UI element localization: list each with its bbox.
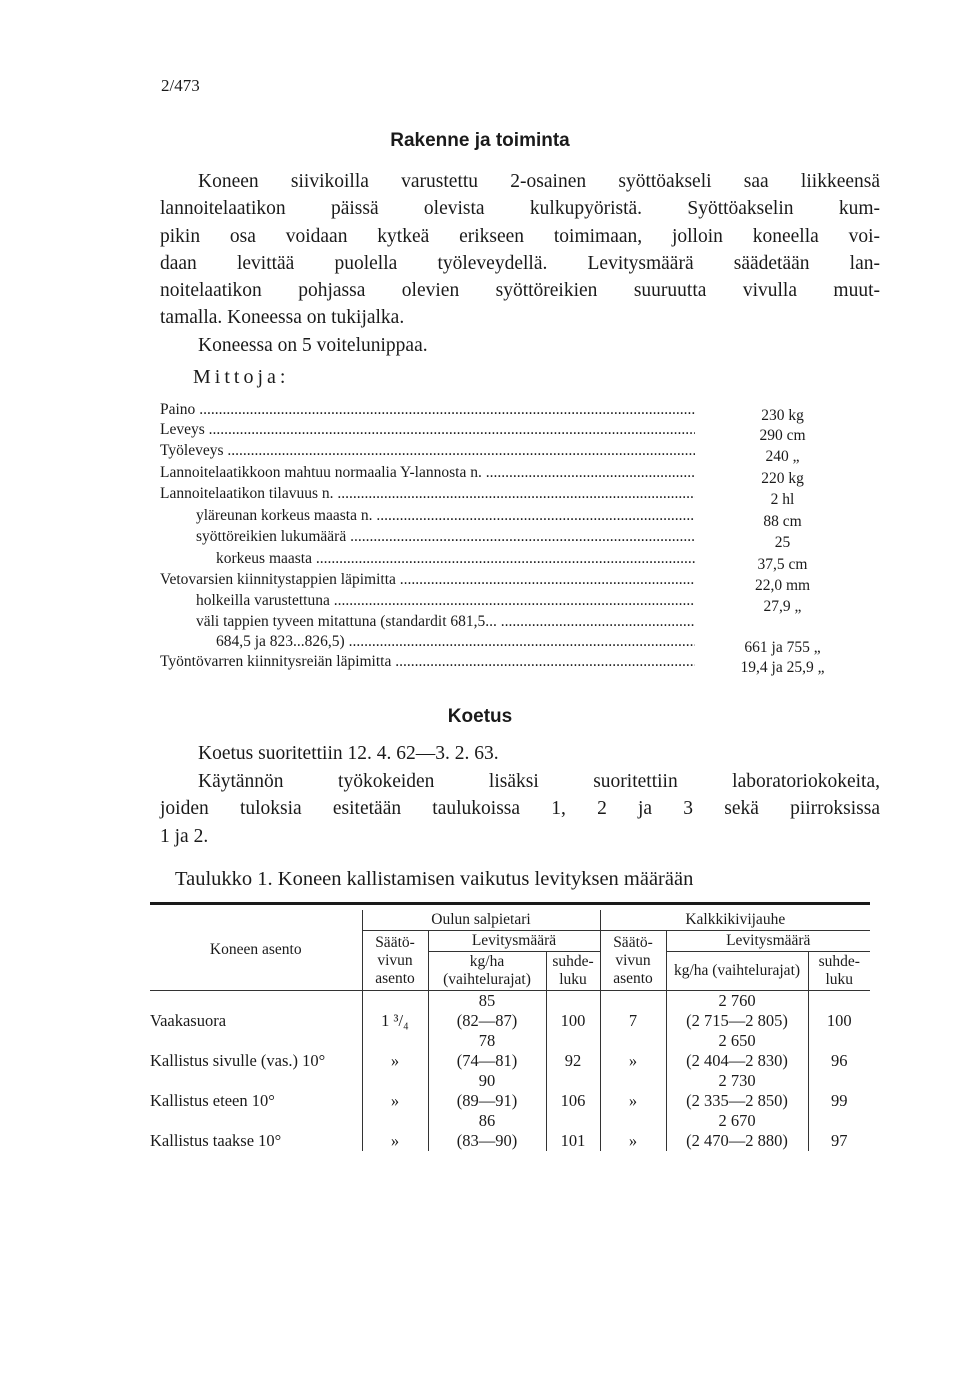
cell-position: Kallistus sivulle (vas.) 10° (150, 1051, 326, 1070)
paragraph-rakenne (160, 168, 880, 359)
cell-setting: » (600, 1031, 666, 1071)
cell-kg-ha (428, 991, 546, 1032)
spec-label: Lannoitelaatikkoon mahtuu normaalia Y-lannosta n. ..... (160, 463, 695, 483)
table-caption: Taulukko 1. Koneen kallistamisen vaikutus levityksen määrään (175, 868, 694, 890)
spec-value: 27,9 „ (763, 598, 802, 615)
range-value: (83—90) (456, 1131, 518, 1150)
cell-kg-ha (428, 1031, 546, 1071)
text-line: 1 ja 2. (160, 825, 209, 847)
header-setting: Säätö-vivun asento (600, 931, 666, 991)
text-line: Käytännön työkokeiden lisäksi suoritettiin laboratoriokokeita, (198, 771, 880, 792)
spec-label: väli tappien tyveen mitattuna (standardit 681,5... ..... (196, 612, 695, 632)
cell-ratio: 96 (808, 1031, 870, 1071)
kg-ha-value: 78 (478, 1031, 496, 1050)
text-line: noitelaatikon pohjassa olevien syöttöreikien suuruutta vivulla muut- (160, 280, 880, 302)
spec-value: 2 hl (770, 491, 795, 508)
cell-ratio: 106 (546, 1071, 600, 1111)
text-line: Koneen siivikoilla varustettu 2-osainen syöttöakseli saa liikkeensä (198, 171, 880, 192)
spec-label: Vetovarsien kiinnitystappien läpimitta ..... (160, 570, 695, 590)
header-group-kalkkikivijauhe: Kalkkikivijauhe (600, 910, 870, 931)
range-value: (2 335—2 850) (686, 1091, 788, 1110)
kg-ha-value: 2 760 (718, 991, 756, 1010)
text-line: lannoitelaatikon päissä olevista kulkupyöristä. Syöttöakselin kum- (160, 198, 880, 220)
text-line: joiden tuloksia esitetään taulukoissa 1, 2 ja 3 sekä piirroksissa (160, 798, 880, 820)
kg-ha-value: 2 650 (718, 1031, 756, 1050)
spec-value: 37,5 cm (757, 556, 808, 573)
table-row (150, 1071, 870, 1111)
spec-label: holkeilla varustettuna ..... (196, 591, 695, 611)
cell-ratio: 100 (808, 991, 870, 1032)
header-spread: Levitysmäärä (666, 931, 870, 952)
specs-heading: Mittoja: (193, 366, 290, 388)
spec-value: 25 (774, 534, 791, 551)
header-position: Koneen asento (150, 910, 362, 991)
text-line: daan levittää puolella työleveydellä. Levitysmäärä säädetään lan- (160, 252, 880, 274)
cell-position: Kallistus eteen 10° (150, 1091, 275, 1110)
text-line: Koneessa on 5 voitelunippaa. (198, 334, 428, 356)
cell-setting: » (600, 1071, 666, 1111)
cell-setting: » (362, 1071, 428, 1111)
header-setting: Säätö-vivun asento (362, 931, 428, 991)
header-kg-ha: kg/ha (vaihtelurajat) (428, 952, 546, 991)
cell-kg-ha (666, 1111, 808, 1151)
cell-kg-ha (428, 1111, 546, 1151)
spec-value: 88 cm (763, 513, 802, 530)
spec-label: korkeus maasta ..... (216, 549, 695, 569)
spec-label: 684,5 ja 823...826,5) ..... (216, 632, 695, 652)
header-ratio: suhde-luku (546, 952, 600, 991)
kg-ha-value: 86 (478, 1111, 496, 1130)
cell-setting: 1 ³/₄ (362, 991, 428, 1032)
spec-value: 661 ja 755 „ (744, 639, 821, 656)
cell-ratio: 100 (546, 991, 600, 1032)
spec-label: syöttöreikien lukumäärä ..... (196, 527, 695, 547)
spec-label: Lannoitelaatikon tilavuus n. ..... (160, 484, 695, 504)
cell-kg-ha (666, 991, 808, 1032)
range-value: (2 404—2 830) (686, 1051, 788, 1070)
spec-label: yläreunan korkeus maasta n. ..... (196, 506, 695, 526)
spec-label: Leveys ..... (160, 420, 695, 440)
header-ratio: suhde-luku (808, 952, 870, 991)
header-kg-ha: kg/ha (vaihtelurajat) (666, 952, 808, 991)
section-title-koetus: Koetus (447, 706, 513, 727)
spec-value: 230 kg (761, 407, 804, 424)
header-spread: Levitysmäärä (428, 931, 600, 952)
table-row (150, 1031, 870, 1071)
section-title-rakenne: Rakenne ja toiminta (390, 130, 570, 151)
table-top-rule (150, 902, 870, 905)
spec-value: 220 kg (761, 470, 804, 487)
spec-label: Työntövarren kiinnitysreiän läpimitta ..... (160, 652, 695, 672)
cell-setting: 7 (600, 991, 666, 1032)
kg-ha-value: 2 670 (718, 1111, 756, 1130)
spec-value: 22,0 mm (754, 577, 811, 594)
cell-kg-ha (666, 1031, 808, 1071)
table-row (150, 1111, 870, 1151)
table-1 (150, 910, 870, 1151)
page-number: 2/473 (161, 76, 200, 95)
text-line: pikin osa voidaan kytkeä erikseen toimimaan, jolloin koneella voi- (160, 225, 880, 247)
cell-ratio: 92 (546, 1031, 600, 1071)
paragraph-koetus-date (160, 740, 880, 767)
range-value: (74—81) (456, 1051, 518, 1070)
range-value: (2 715—2 805) (686, 1011, 788, 1030)
kg-ha-value: 85 (478, 991, 496, 1010)
cell-kg-ha (666, 1071, 808, 1111)
cell-ratio: 101 (546, 1111, 600, 1151)
cell-ratio: 97 (808, 1111, 870, 1151)
cell-kg-ha (428, 1071, 546, 1111)
spec-value: 19,4 ja 25,9 „ (740, 659, 825, 676)
cell-position: Vaakasuora (150, 1011, 227, 1030)
cell-setting: » (362, 1031, 428, 1071)
range-value: (2 470—2 880) (686, 1131, 788, 1150)
cell-ratio: 99 (808, 1071, 870, 1111)
spec-label: Työleveys ..... (160, 441, 695, 461)
range-value: (82—87) (456, 1011, 518, 1030)
kg-ha-value: 2 730 (718, 1071, 756, 1090)
range-value: (89—91) (456, 1091, 518, 1110)
cell-setting: » (362, 1111, 428, 1151)
cell-position: Kallistus taakse 10° (150, 1131, 282, 1150)
spec-label: Paino ..... (160, 400, 695, 420)
cell-setting: » (600, 1111, 666, 1151)
spec-value: 290 cm (759, 427, 806, 444)
spec-value: 240 „ (765, 448, 800, 465)
header-group-salpietari: Oulun salpietari (362, 910, 600, 931)
table-body (150, 991, 870, 1152)
text-line: Koetus suoritettiin 12. 4. 62—3. 2. 63. (198, 743, 499, 764)
text-line: tamalla. Koneessa on tukijalka. (160, 307, 405, 329)
table-row (150, 991, 870, 1032)
kg-ha-value: 90 (478, 1071, 496, 1090)
paragraph-koetus (160, 768, 880, 850)
